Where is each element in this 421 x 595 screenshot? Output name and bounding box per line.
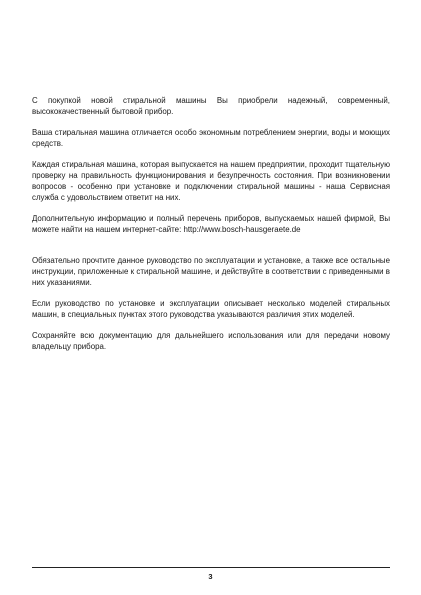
paragraph-website: Дополнительную информацию и полный перечень приборов, выпускаемых нашей фирмой, Вы можете найти на нашем интернет-сайте: http://www.bosch-hausgeraete.de	[32, 214, 390, 234]
footer-divider	[32, 567, 390, 568]
paragraph-read-instructions: Обязательно прочтите данное руководство по эксплуатации и установке, а также все остальные инструкции, приложенные к стиральной машине, и действуйте в соответствии с приведенными в них указаниями.	[32, 256, 390, 287]
page-number: 3	[208, 572, 213, 581]
paragraph-intro: С покупкой новой стиральной машины Вы приобрели надежный, современный, высококачественный бытовой прибор.	[32, 96, 390, 116]
paragraph-keep-docs: Сохраняйте всю документацию для дальнейшего использования или для передачи новому владельцу прибора.	[32, 331, 390, 351]
paragraph-quality-check: Каждая стиральная машина, которая выпускается на нашем предприятии, проходит тщательную проверку на правильность функционирования и безупречность состояния. При возникновении вопросов - особенно при установке и подключении стиральной машины - наша Сервисная служба с удовольствием ответит на них.	[32, 160, 390, 202]
body-text	[32, 95, 390, 362]
paragraph-economy: Ваша стиральная машина отличается особо экономным потреблением энергии, воды и моющих средств.	[32, 128, 390, 148]
paragraph-models: Если руководство по установке и эксплуатации описывает несколько моделей стиральных машин, в специальных пунктах этого руководства указываются различия этих моделей.	[32, 299, 390, 319]
section-gap	[32, 245, 390, 255]
